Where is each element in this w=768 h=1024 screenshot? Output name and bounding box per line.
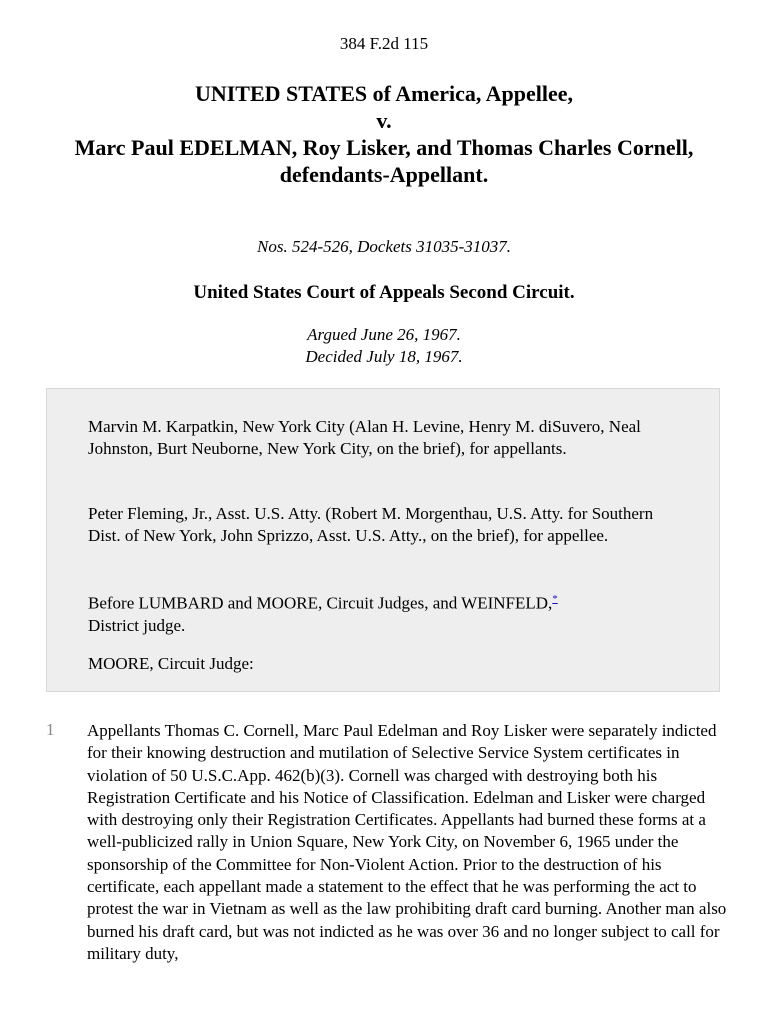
caption-defendants: Marc Paul EDELMAN, Roy Lisker, and Thomas Charles Cornell, <box>74 135 694 160</box>
panel-judges-prefix: Before LUMBARD and MOORE, Circuit Judges, and WEINFELD, <box>88 593 553 613</box>
decided-date: Decided July 18, 1967. <box>305 347 463 366</box>
case-dates <box>0 324 768 368</box>
case-caption <box>60 80 708 188</box>
counsel-appellants: Marvin M. Karpatkin, New York City (Alan H. Levine, Henry M. diSuvero, Neal Johnston, Burt Neuborne, New York City, on the brief), for appellants. <box>88 417 641 458</box>
docket-numbers: Nos. 524-526, Dockets 31035-31037. <box>256 237 512 256</box>
caption-versus: v. <box>376 108 392 133</box>
opinion-paragraph: Appellants Thomas C. Cornell, Marc Paul Edelman and Roy Lisker were separately indicted for their knowing destruction and mutilation of Selective Service System certificates in violation of 50 U.S.C.App. 462(b)(3). Cornell was charged with destroying both his Registration Certificate and his Notice of Classification. Edelman and Lisker were charged with destroying only their Registration Certificates. Appellants had burned these forms at a well-publicized rally in Union Square, New York City, on November 6, 1965 under the sponsorship of the Committee for Non-Violent Action. Prior to the destruction of his certificate, each appellant made a statement to the effect that he was performing the act to protest the war in Vietnam as well as the law prohibiting draft card burning. Another man also burned his draft card, but was not indicted as he was over 36 and no longer subject to call for military duty, <box>87 721 727 963</box>
counsel-panel <box>46 388 720 692</box>
case-citation: 384 F.2d 115 <box>339 34 429 53</box>
court-name: United States Court of Appeals Second Circuit. <box>193 282 575 303</box>
panel-judges-suffix: District judge. <box>88 615 186 635</box>
panel-judges <box>88 588 688 637</box>
argued-date: Argued June 26, 1967. <box>307 325 461 344</box>
caption-appellee: UNITED STATES of America, Appellee, <box>194 81 574 106</box>
caption-role: defendants-Appellant. <box>279 162 489 187</box>
footnote-link[interactable]: * <box>552 593 558 605</box>
paragraph-number: 1 <box>46 720 55 739</box>
counsel-appellee: Peter Fleming, Jr., Asst. U.S. Atty. (Robert M. Morgenthau, U.S. Atty. for Southern Dist. of New York, John Sprizzo, Asst. U.S. Atty., on the brief), for appellee. <box>88 504 654 545</box>
opinion-author: MOORE, Circuit Judge: <box>88 654 254 673</box>
